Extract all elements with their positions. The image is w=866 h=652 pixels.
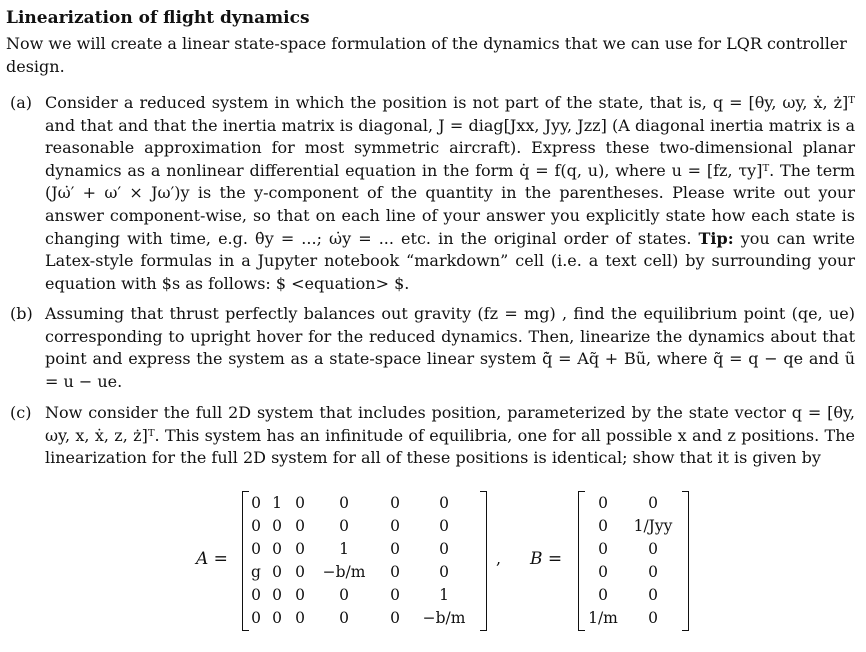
question-text: Assuming that thrust perfectly balances out gravity (fz = mg) , find the equilibrium point (qe, ue) corresponding to upright hover for the reduced dynamics. Then, linearize the dynamics about that point and express the system as a state-space linear system q̃̇ = Aq̃ + Bũ, where q̃ = q − qe and ũ = u − ue.: [45, 304, 855, 391]
matrix-cell: 0: [648, 539, 658, 558]
matrix-row: [582, 560, 682, 583]
question-body: Consider a reduced system in which the position is not part of the state, that is, q = [θy, ωy, ẋ, ż]ᵀ and that and that the inertia matrix is diagonal, J = diag[Jxx, Jyy, Jzz] (A diagonal inertia matrix is a reasonable approximation for most symmetric aircraft). Express these two-dimensional planar dynamics as a nonlinear differential equation in the form q̇ = f(q, u), where u = [fz, τy]ᵀ. The term (Jω̇′ + ω′ × Jω′)y is the y-component of the quantity in the parentheses. Please write out your answer component-wise, so that on each line of your answer you explicitly state how each state is changing with time, e.g. θ̇y = ...; ω̇y = ... etc. in the original order of states.: [45, 93, 855, 248]
question-label: (b): [10, 304, 33, 323]
matrix-cell: 0: [390, 493, 400, 512]
matrix-cell: 0: [339, 516, 349, 535]
matrix-cell: 1/Jyy: [633, 516, 673, 535]
matrix-a: [246, 491, 474, 629]
matrix-cell: 0: [390, 608, 400, 627]
matrix-cell: 0: [598, 585, 608, 604]
matrix-row: [246, 491, 474, 514]
matrix-cell: 0: [251, 493, 261, 512]
matrix-cell: g: [251, 562, 261, 581]
matrix-cell: 0: [390, 539, 400, 558]
matrix-cell: 0: [439, 516, 449, 535]
matrix-cell: 0: [272, 608, 282, 627]
matrix-cell: 0: [295, 585, 305, 604]
matrix-cell: 0: [390, 516, 400, 535]
matrix-cell: 0: [390, 562, 400, 581]
matrix-cell: 0: [648, 493, 658, 512]
matrix-cell: 0: [390, 585, 400, 604]
matrix-row: [582, 537, 682, 560]
matrix-a-label: A =: [196, 549, 228, 569]
matrix-cell: 0: [251, 585, 261, 604]
matrix-b: [582, 491, 682, 629]
matrix-cell: 0: [648, 608, 658, 627]
matrix-cell: 0: [272, 585, 282, 604]
matrix-row: [246, 560, 474, 583]
matrix-a-right-bracket: [480, 491, 487, 631]
matrix-cell: 0: [598, 493, 608, 512]
matrix-cell: 0: [339, 608, 349, 627]
matrix-cell: 0: [439, 562, 449, 581]
matrix-cell: 0: [598, 516, 608, 535]
matrix-cell: 0: [272, 516, 282, 535]
matrix-cell: 0: [339, 585, 349, 604]
matrix-row: [582, 491, 682, 514]
matrix-row: [246, 606, 474, 629]
matrix-b-label: B =: [530, 549, 563, 569]
matrix-cell: 0: [295, 493, 305, 512]
matrix-cell: 0: [251, 516, 261, 535]
intro-paragraph: Now we will create a linear state-space formulation of the dynamics that we can use for LQR controller design.: [6, 34, 847, 76]
matrix-b-right-bracket: [682, 491, 689, 631]
matrix-cell: 0: [295, 516, 305, 535]
matrix-row: [246, 537, 474, 560]
matrix-cell: 0: [648, 562, 658, 581]
matrix-cell: 1: [339, 539, 349, 558]
section-title: Linearization of flight dynamics: [6, 8, 310, 28]
matrix-cell: 0: [251, 539, 261, 558]
matrix-cell: 0: [295, 562, 305, 581]
matrix-cell: 0: [272, 562, 282, 581]
tip-label: Tip:: [698, 228, 734, 248]
matrix-cell: 0: [648, 585, 658, 604]
matrix-cell: 0: [295, 539, 305, 558]
matrix-cell: 1: [439, 585, 449, 604]
tip-text: you can write Latex-style formulas in a Jupyter notebook “markdown” cell (i.e. a text cell) by surrounding your equation with $s as follows: $ <equation> $.: [45, 228, 855, 293]
question-text: [45, 92, 855, 295]
matrix-row: [246, 514, 474, 537]
matrix-cell: 1: [272, 493, 282, 512]
matrix-separator: ,: [496, 549, 502, 568]
matrix-cell: 0: [598, 562, 608, 581]
matrix-row: [582, 606, 682, 629]
matrix-equations: [0, 491, 866, 641]
matrix-cell: 1/m: [588, 608, 618, 627]
question-label: (c): [10, 403, 32, 422]
matrix-row: [582, 583, 682, 606]
matrix-cell: 0: [295, 608, 305, 627]
question-text: Now consider the full 2D system that includes position, parameterized by the state vector q = [θy, ωy, x, ẋ, z, ż]ᵀ. This system has an infinitude of equilibria, one for all possible x and z positions. The linearization for the full 2D system for all of these positions is identical; show that it is given by: [45, 403, 855, 468]
matrix-row: [582, 514, 682, 537]
matrix-cell: 0: [439, 539, 449, 558]
matrix-cell: 0: [598, 539, 608, 558]
matrix-cell: 0: [251, 608, 261, 627]
matrix-row: [246, 583, 474, 606]
matrix-cell: −b/m: [322, 562, 366, 581]
matrix-cell: 0: [439, 493, 449, 512]
question-label: (a): [10, 93, 33, 112]
matrix-cell: −b/m: [422, 608, 466, 627]
matrix-cell: 0: [272, 539, 282, 558]
matrix-cell: 0: [339, 493, 349, 512]
